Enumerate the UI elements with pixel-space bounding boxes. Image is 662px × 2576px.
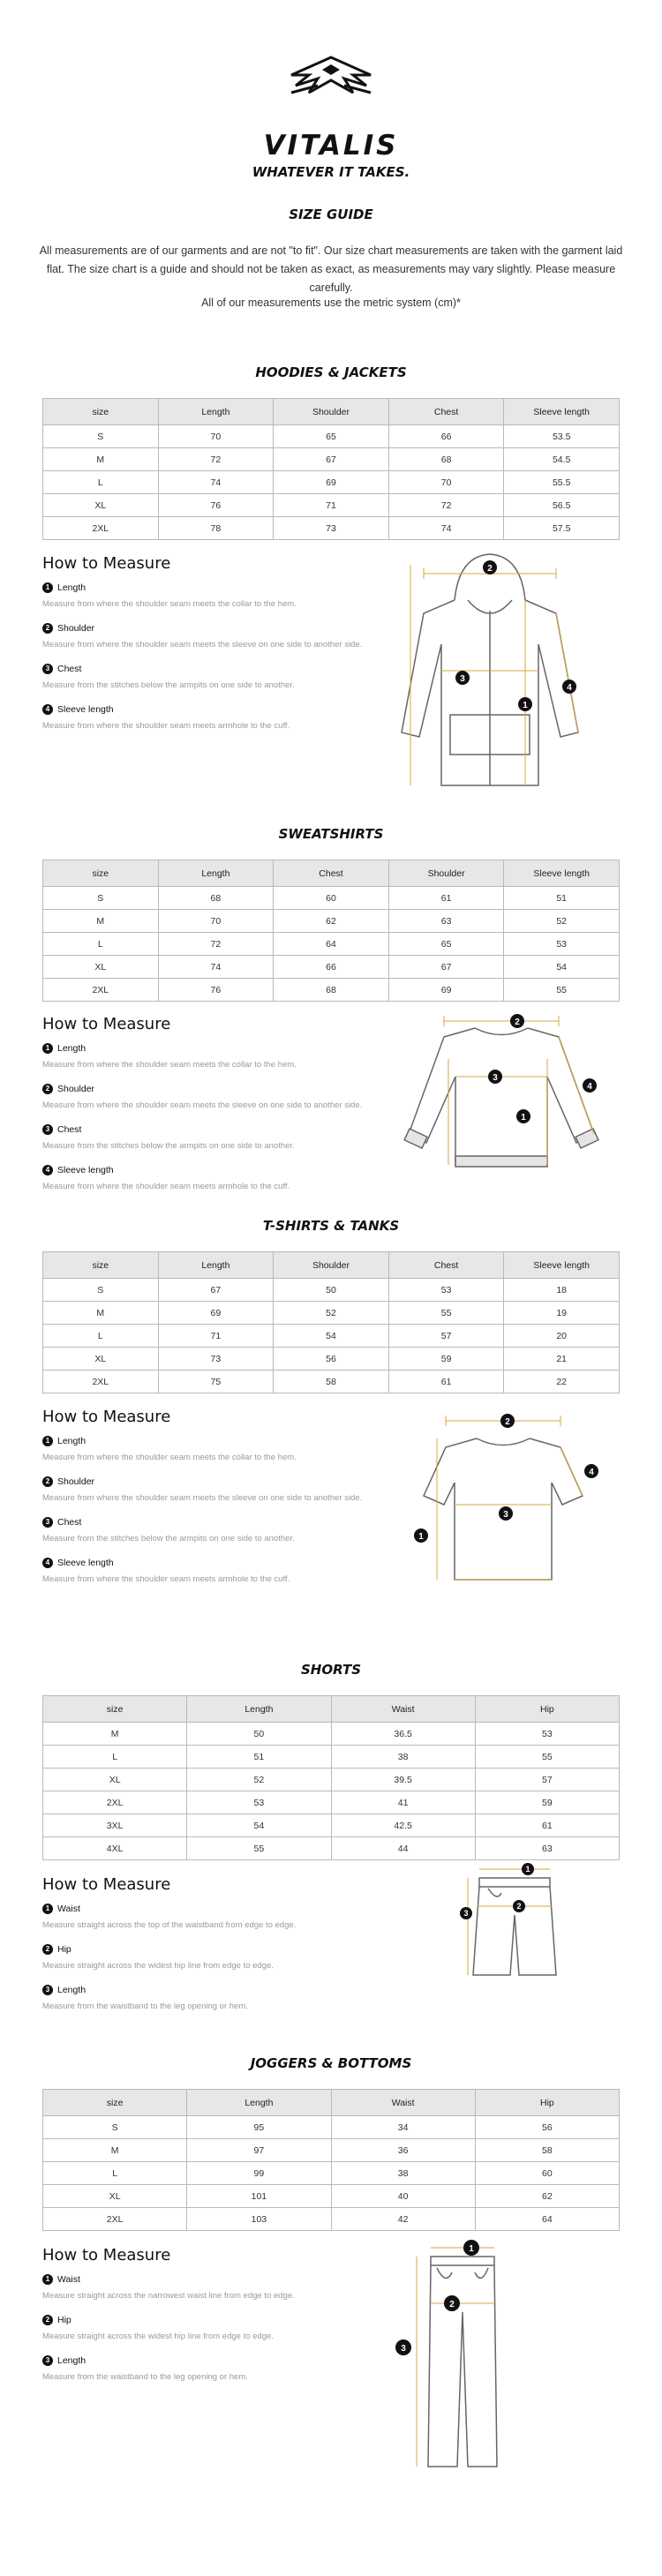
section-title-sweatshirts: SWEATSHIRTS [278, 826, 384, 842]
step-desc: Measure from the waistband to the leg opening or hem. [42, 2001, 248, 2011]
step-number: 2 [42, 1476, 53, 1487]
svg-text:4: 4 [589, 1468, 594, 1477]
table-row [43, 1279, 620, 1302]
table-header: size [43, 860, 159, 887]
table-cell: 70 [158, 425, 274, 448]
table-cell: 60 [274, 887, 389, 910]
table-cell: 62 [475, 2185, 619, 2208]
svg-text:4: 4 [567, 683, 572, 693]
step-number: 2 [42, 2315, 53, 2325]
table-cell: 59 [388, 1348, 504, 1371]
sweatshirt-diagram-icon [395, 1010, 607, 1178]
table-cell: 66 [388, 425, 504, 448]
table-cell: L [43, 471, 159, 494]
step-label [42, 1164, 413, 1176]
step-desc: Measure straight across the widest hip line from edge to edge. [42, 2332, 274, 2341]
step-text: Waist [57, 1904, 80, 1914]
table-cell: 65 [274, 425, 389, 448]
step-desc: Measure from where the shoulder seam meets the sleeve on one side to another side. [42, 1100, 363, 1110]
step-label [42, 663, 413, 675]
table-row [43, 1371, 620, 1393]
table-cell: XL [43, 2185, 187, 2208]
step-text: Length [57, 2355, 87, 2366]
table-cell: 52 [274, 1302, 389, 1325]
table-cell: 56 [475, 2116, 619, 2139]
table-header: size [43, 1252, 159, 1279]
table-row [43, 1746, 620, 1769]
table-cell: XL [43, 1769, 187, 1791]
how-to-title: How to Measure [42, 554, 171, 573]
table-cell: 53 [504, 933, 620, 956]
table-cell: 71 [274, 494, 389, 517]
step-number: 1 [42, 1043, 53, 1054]
table-header: Chest [388, 399, 504, 425]
step-label [42, 1903, 413, 1915]
table-header: Waist [331, 1696, 475, 1723]
table-cell: 67 [274, 448, 389, 471]
table-cell: 75 [158, 1371, 274, 1393]
table-cell: 54 [274, 1325, 389, 1348]
step-label [42, 1943, 413, 1956]
table-header: Length [187, 2090, 331, 2116]
svg-text:1: 1 [418, 1532, 424, 1542]
section-title-shorts: SHORTS [300, 1662, 362, 1678]
step-label [42, 1083, 413, 1095]
table-row [43, 1723, 620, 1746]
step-number: 1 [42, 1436, 53, 1446]
step-desc: Measure from the stitches below the armpits on one side to another. [42, 1534, 295, 1543]
table-row [43, 1837, 620, 1860]
table-row [43, 1348, 620, 1371]
section-title-tshirts: T-SHIRTS & TANKS [262, 1218, 400, 1234]
step-text: Hip [57, 1944, 71, 1955]
step-text: Shoulder [57, 1476, 95, 1487]
table-header: Sleeve length [504, 860, 620, 887]
how-to-measure-shorts [42, 1875, 413, 2024]
step-label [42, 1042, 413, 1055]
step-text: Length [57, 1436, 87, 1446]
table-cell: 53 [187, 1791, 331, 1814]
how-to-measure-joggers [42, 2246, 413, 2395]
table-cell: 73 [274, 517, 389, 540]
table-cell: 2XL [43, 2208, 187, 2231]
table-cell: 2XL [43, 979, 159, 1002]
table-cell: 68 [158, 887, 274, 910]
table-cell: 2XL [43, 1371, 159, 1393]
step-desc: Measure straight across the widest hip line from edge to edge. [42, 1961, 274, 1971]
step-text: Sleeve length [57, 1165, 114, 1175]
svg-text:1: 1 [469, 2244, 474, 2254]
svg-text:3: 3 [401, 2344, 406, 2354]
table-header: Length [158, 399, 274, 425]
table-header: size [43, 399, 159, 425]
table-cell: 57 [388, 1325, 504, 1348]
table-cell: 50 [187, 1723, 331, 1746]
step-label [42, 582, 413, 594]
table-cell: 76 [158, 979, 274, 1002]
step-text: Chest [57, 664, 82, 674]
step-number: 3 [42, 1124, 53, 1135]
table-cell: 101 [187, 2185, 331, 2208]
table-cell: 73 [158, 1348, 274, 1371]
section-title-hoodies: HOODIES & JACKETS [255, 364, 407, 380]
how-to-title: How to Measure [42, 1875, 171, 1894]
table-cell: 58 [475, 2139, 619, 2162]
step-text: Length [57, 582, 87, 593]
table-cell: 53.5 [504, 425, 620, 448]
table-row [43, 425, 620, 448]
step-number: 4 [42, 704, 53, 715]
table-cell: 74 [388, 517, 504, 540]
svg-text:2: 2 [505, 1417, 510, 1427]
step-desc: Measure from where the shoulder seam meets armhole to the cuff. [42, 721, 290, 731]
step-number: 4 [42, 1165, 53, 1175]
table-cell: 52 [504, 910, 620, 933]
step-desc: Measure from where the shoulder seam meets the collar to the hem. [42, 1453, 297, 1462]
step-number: 1 [42, 582, 53, 593]
step-label [42, 2273, 413, 2286]
step-label [42, 2314, 413, 2326]
how-to-title: How to Measure [42, 1015, 171, 1033]
table-row [43, 933, 620, 956]
table-cell: 50 [274, 1279, 389, 1302]
how-to-title: How to Measure [42, 1408, 171, 1426]
table-cell: 97 [187, 2139, 331, 2162]
table-row [43, 910, 620, 933]
table-cell: M [43, 1302, 159, 1325]
table-cell: 38 [331, 2162, 475, 2185]
table-cell: M [43, 1723, 187, 1746]
step-desc: Measure from the waistband to the leg opening or hem. [42, 2372, 248, 2382]
table-row [43, 517, 620, 540]
table-cell: 63 [475, 1837, 619, 1860]
table-cell: 69 [158, 1302, 274, 1325]
step-label [42, 1557, 413, 1569]
table-header: Sleeve length [504, 399, 620, 425]
table-cell: 72 [158, 448, 274, 471]
step-label [42, 703, 413, 716]
step-label [42, 2354, 413, 2367]
svg-text:2: 2 [487, 564, 493, 574]
table-cell: 51 [187, 1746, 331, 1769]
table-cell: 21 [504, 1348, 620, 1371]
svg-text:1: 1 [525, 1865, 530, 1874]
table-header: Length [158, 1252, 274, 1279]
step-text: Sleeve length [57, 1558, 114, 1568]
step-number: 3 [42, 664, 53, 674]
step-number: 1 [42, 1904, 53, 1914]
svg-text:2: 2 [515, 1018, 520, 1027]
table-cell: 57 [475, 1769, 619, 1791]
step-desc: Measure straight across the narrowest waist line from edge to edge. [42, 2291, 295, 2301]
step-desc: Measure from the stitches below the armpits on one side to another. [42, 680, 295, 690]
table-cell: 55.5 [504, 471, 620, 494]
svg-text:3: 3 [493, 1073, 498, 1083]
table-cell: 66 [274, 956, 389, 979]
table-cell: 57.5 [504, 517, 620, 540]
table-cell: 63 [388, 910, 504, 933]
step-text: Shoulder [57, 623, 95, 634]
table-row [43, 494, 620, 517]
step-text: Chest [57, 1124, 82, 1135]
size-table-shorts [42, 1695, 620, 1860]
table-cell: 2XL [43, 1791, 187, 1814]
step-text: Length [57, 1985, 87, 1995]
step-number: 1 [42, 2274, 53, 2285]
step-text: Hip [57, 2315, 71, 2325]
table-cell: 52 [187, 1769, 331, 1791]
table-row [43, 2162, 620, 2185]
table-cell: 55 [388, 1302, 504, 1325]
table-cell: 95 [187, 2116, 331, 2139]
step-desc: Measure from where the shoulder seam meets the sleeve on one side to another side. [42, 1493, 363, 1503]
table-cell: 36.5 [331, 1723, 475, 1746]
table-cell: 34 [331, 2116, 475, 2139]
table-cell: 19 [504, 1302, 620, 1325]
table-header: Sleeve length [504, 1252, 620, 1279]
table-cell: 72 [388, 494, 504, 517]
table-cell: 55 [187, 1837, 331, 1860]
table-cell: 78 [158, 517, 274, 540]
table-cell: 60 [475, 2162, 619, 2185]
how-to-title: How to Measure [42, 2246, 171, 2264]
step-text: Sleeve length [57, 704, 114, 715]
table-row [43, 471, 620, 494]
joggers-diagram-icon [388, 2237, 521, 2475]
table-row [43, 1791, 620, 1814]
step-label [42, 1123, 413, 1136]
table-cell: S [43, 1279, 159, 1302]
svg-text:3: 3 [460, 674, 465, 684]
table-row [43, 1769, 620, 1791]
table-cell: L [43, 1746, 187, 1769]
intro-text: All measurements are of our garments and are not "to fit". Our size chart measurements are taken with the garment laid flat. The size chart is a guide and should not be taken as exact, as measurements may vary slightly. Please measure carefully. [39, 244, 623, 294]
table-cell: 58 [274, 1371, 389, 1393]
step-desc: Measure from where the shoulder seam meets the collar to the hem. [42, 1060, 297, 1070]
how-to-measure-tshirts [42, 1408, 413, 1597]
step-number: 3 [42, 1985, 53, 1995]
section-title-joggers: JOGGERS & BOTTOMS [250, 2055, 412, 2071]
size-table-hoodies [42, 398, 620, 540]
step-text: Waist [57, 2274, 80, 2285]
table-cell: 67 [158, 1279, 274, 1302]
step-text: Chest [57, 1517, 82, 1528]
step-number: 2 [42, 1944, 53, 1955]
table-cell: 103 [187, 2208, 331, 2231]
step-label [42, 1984, 413, 1996]
step-desc: Measure from where the shoulder seam meets armhole to the cuff. [42, 1182, 290, 1191]
brand-name: VITALIS [263, 130, 399, 161]
step-desc: Measure from the stitches below the armpits on one side to another. [42, 1141, 295, 1151]
how-to-measure-sweatshirts [42, 1015, 413, 1205]
table-cell: 61 [388, 887, 504, 910]
size-table-joggers [42, 2089, 620, 2231]
table-cell: 64 [475, 2208, 619, 2231]
table-cell: 53 [475, 1723, 619, 1746]
step-number: 2 [42, 1084, 53, 1094]
table-header: Waist [331, 2090, 475, 2116]
table-header: Hip [475, 1696, 619, 1723]
table-cell: M [43, 2139, 187, 2162]
step-number: 3 [42, 1517, 53, 1528]
table-cell: 59 [475, 1791, 619, 1814]
table-cell: 56 [274, 1348, 389, 1371]
table-cell: L [43, 1325, 159, 1348]
table-cell: 40 [331, 2185, 475, 2208]
table-cell: 70 [388, 471, 504, 494]
step-number: 4 [42, 1558, 53, 1568]
metric-note: All of our measurements use the metric system (cm)* [201, 297, 461, 309]
step-text: Length [57, 1043, 87, 1054]
table-cell: 22 [504, 1371, 620, 1393]
table-header: Shoulder [388, 860, 504, 887]
table-cell: 56.5 [504, 494, 620, 517]
svg-text:1: 1 [521, 1113, 526, 1123]
table-cell: S [43, 887, 159, 910]
table-cell: 3XL [43, 1814, 187, 1837]
table-cell: 42 [331, 2208, 475, 2231]
how-to-measure-hoodies [42, 554, 413, 744]
table-cell: 71 [158, 1325, 274, 1348]
table-cell: S [43, 425, 159, 448]
table-row [43, 2116, 620, 2139]
table-cell: 2XL [43, 517, 159, 540]
table-row [43, 1302, 620, 1325]
table-cell: 74 [158, 471, 274, 494]
table-cell: 61 [475, 1814, 619, 1837]
table-cell: 68 [274, 979, 389, 1002]
page-title: SIZE GUIDE [289, 207, 373, 222]
step-text: Shoulder [57, 1084, 95, 1094]
svg-text:2: 2 [516, 1902, 522, 1911]
step-number: 3 [42, 2355, 53, 2366]
tagline: WHATEVER IT TAKES. [252, 164, 410, 180]
svg-text:1: 1 [523, 701, 528, 710]
eagle-logo-icon [0, 49, 662, 101]
svg-text:3: 3 [463, 1909, 469, 1918]
table-cell: 54 [504, 956, 620, 979]
table-cell: 69 [388, 979, 504, 1002]
table-row [43, 448, 620, 471]
table-row [43, 1814, 620, 1837]
table-cell: 18 [504, 1279, 620, 1302]
table-header: Shoulder [274, 399, 389, 425]
table-cell: 42.5 [331, 1814, 475, 1837]
table-header: Length [187, 1696, 331, 1723]
table-cell: L [43, 933, 159, 956]
table-header: size [43, 2090, 187, 2116]
table-row [43, 2185, 620, 2208]
hoodie-diagram-icon [388, 547, 591, 794]
table-row [43, 956, 620, 979]
table-cell: 44 [331, 1837, 475, 1860]
table-cell: 68 [388, 448, 504, 471]
table-cell: XL [43, 494, 159, 517]
table-row [43, 979, 620, 1002]
step-label [42, 622, 413, 635]
table-cell: 72 [158, 933, 274, 956]
step-label [42, 1516, 413, 1528]
table-cell: 41 [331, 1791, 475, 1814]
table-cell: L [43, 2162, 187, 2185]
step-desc: Measure from where the shoulder seam meets armhole to the cuff. [42, 1574, 290, 1584]
shorts-diagram-icon [448, 1862, 581, 1986]
table-cell: 65 [388, 933, 504, 956]
table-cell: 54 [187, 1814, 331, 1837]
table-cell: 74 [158, 956, 274, 979]
table-cell: 76 [158, 494, 274, 517]
table-cell: 70 [158, 910, 274, 933]
table-cell: 51 [504, 887, 620, 910]
table-cell: M [43, 448, 159, 471]
table-cell: 67 [388, 956, 504, 979]
table-cell: 62 [274, 910, 389, 933]
svg-text:3: 3 [503, 1510, 508, 1520]
svg-text:4: 4 [587, 1082, 592, 1092]
table-cell: M [43, 910, 159, 933]
table-header: Chest [274, 860, 389, 887]
table-header: Length [158, 860, 274, 887]
step-desc: Measure straight across the top of the waistband from edge to edge. [42, 1920, 297, 1930]
table-cell: 38 [331, 1746, 475, 1769]
size-table-sweatshirts [42, 860, 620, 1002]
step-number: 2 [42, 623, 53, 634]
step-label [42, 1435, 413, 1447]
table-header: Shoulder [274, 1252, 389, 1279]
step-label [42, 1476, 413, 1488]
size-table-tshirts [42, 1251, 620, 1393]
step-desc: Measure from where the shoulder seam meets the sleeve on one side to another side. [42, 640, 363, 650]
table-row [43, 2208, 620, 2231]
table-cell: 64 [274, 933, 389, 956]
tshirt-diagram-icon [402, 1399, 605, 1593]
table-cell: 69 [274, 471, 389, 494]
table-cell: 36 [331, 2139, 475, 2162]
table-cell: 4XL [43, 1837, 187, 1860]
table-cell: XL [43, 1348, 159, 1371]
table-cell: 55 [475, 1746, 619, 1769]
table-cell: 20 [504, 1325, 620, 1348]
table-cell: 99 [187, 2162, 331, 2185]
table-cell: 54.5 [504, 448, 620, 471]
table-cell: XL [43, 956, 159, 979]
table-header: Hip [475, 2090, 619, 2116]
table-cell: 55 [504, 979, 620, 1002]
step-desc: Measure from where the shoulder seam meets the collar to the hem. [42, 599, 297, 609]
table-cell: S [43, 2116, 187, 2139]
table-cell: 53 [388, 1279, 504, 1302]
table-row [43, 2139, 620, 2162]
table-header: size [43, 1696, 187, 1723]
table-row [43, 1325, 620, 1348]
table-cell: 61 [388, 1371, 504, 1393]
svg-text:2: 2 [449, 2300, 455, 2309]
table-header: Chest [388, 1252, 504, 1279]
table-row [43, 887, 620, 910]
table-cell: 39.5 [331, 1769, 475, 1791]
